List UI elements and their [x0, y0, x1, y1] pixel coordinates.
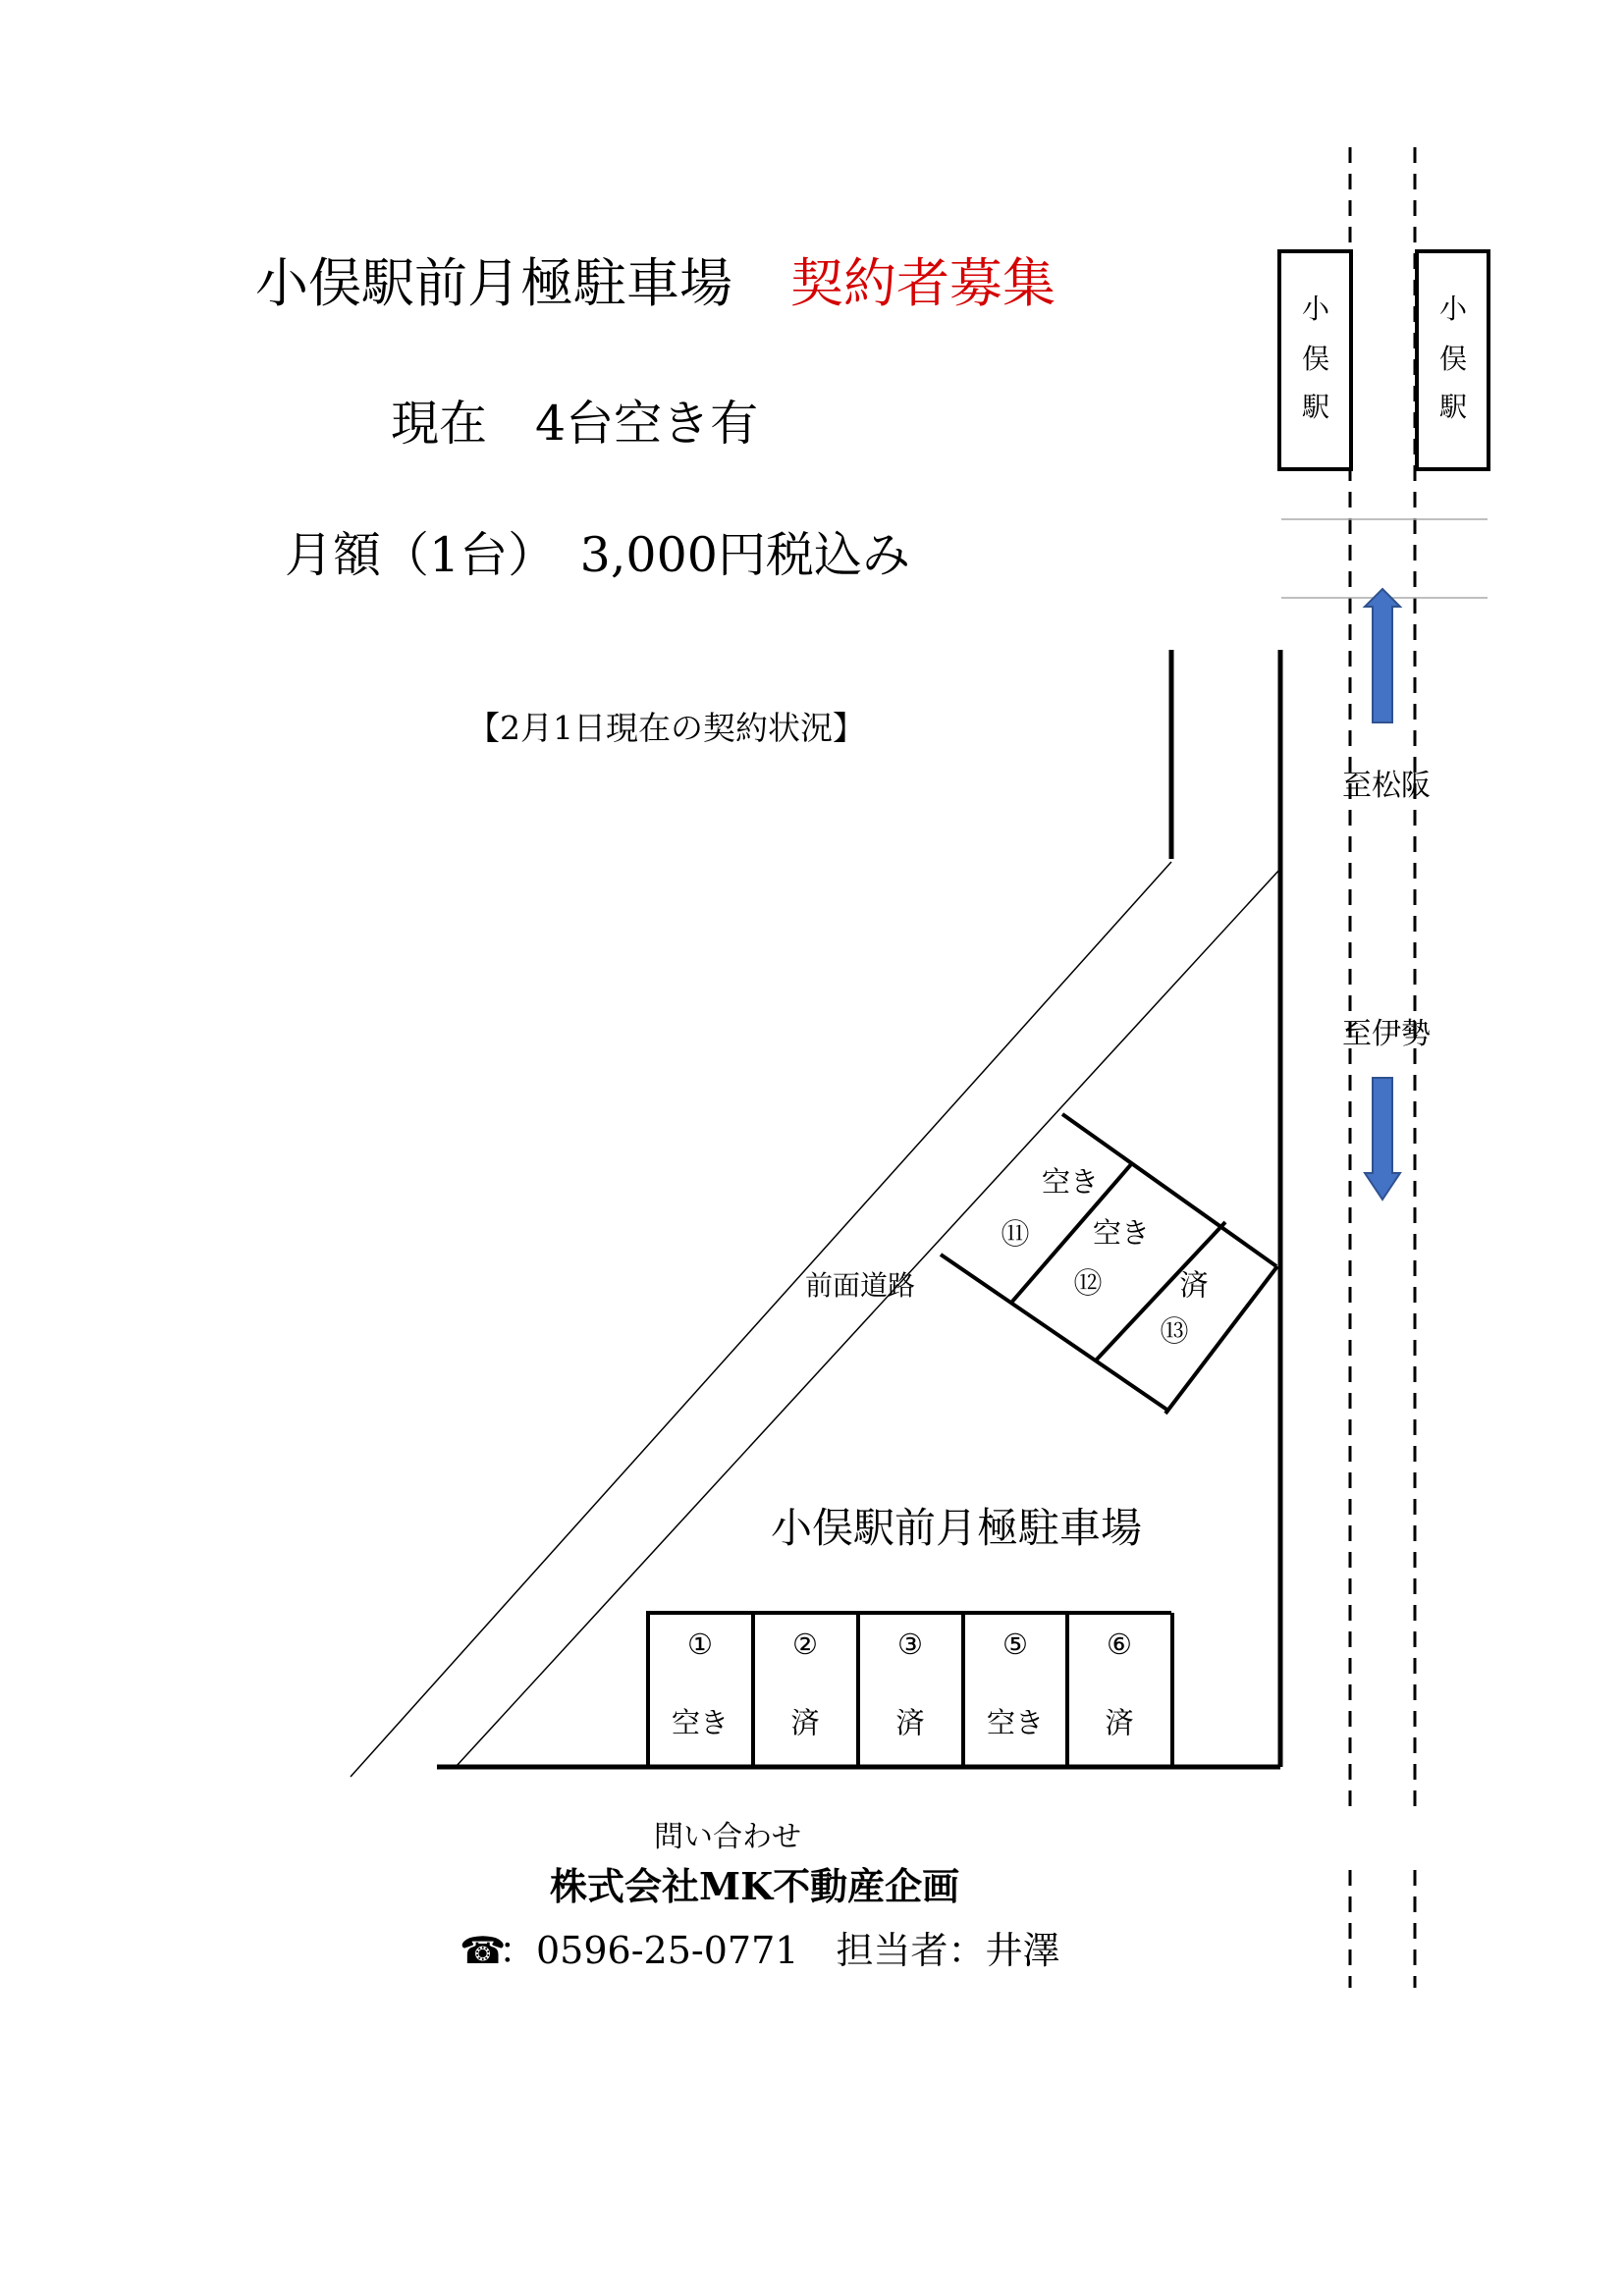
page-title: 小俣駅前月極駐車場	[255, 252, 732, 314]
contact-line	[460, 1929, 1060, 1972]
svg-text:駅: 駅	[1438, 391, 1468, 423]
svg-text:小: 小	[1301, 293, 1330, 325]
road-label: 前面道路	[804, 1269, 916, 1302]
svg-text:俣: 俣	[1438, 343, 1468, 375]
space-3-status: 済	[895, 1706, 925, 1739]
road-lines	[351, 650, 1280, 1777]
direction-up-label: 至松阪	[1342, 769, 1431, 803]
railway-track	[1350, 147, 1415, 1988]
svg-text:駅: 駅	[1301, 391, 1330, 423]
space-11-number: ⑪	[1001, 1217, 1030, 1251]
company-name: 株式会社MK不動産企画	[550, 1864, 960, 1908]
space-1-status: 空き	[671, 1706, 730, 1739]
lower-space-labels	[672, 1628, 1134, 1739]
parking-lot-name: 小俣駅前月極駐車場	[771, 1504, 1143, 1552]
upper-parking-spaces	[941, 1114, 1277, 1414]
phone-icon: ☎	[460, 1929, 507, 1972]
space-5-status: 空き	[986, 1706, 1045, 1739]
space-12-number: ⑫	[1073, 1266, 1103, 1300]
space-6-status: 済	[1105, 1706, 1134, 1739]
space-11-status: 空き	[1041, 1165, 1100, 1199]
contract-status-date: 【2月1日現在の契約状況】	[467, 709, 865, 747]
space-12-status: 空き	[1092, 1216, 1151, 1250]
arrow-up-icon	[1365, 589, 1400, 722]
direction-down-label: 至伊勢	[1342, 1017, 1431, 1051]
space-2-status: 済	[790, 1706, 820, 1739]
space-2-number: ②	[792, 1628, 818, 1661]
station-label-right	[1438, 293, 1468, 423]
level-crossing	[1281, 519, 1488, 598]
arrow-down-icon	[1365, 1078, 1400, 1200]
svg-text:小: 小	[1438, 293, 1468, 325]
station-label-left	[1301, 293, 1330, 423]
space-6-number: ⑥	[1107, 1628, 1132, 1661]
space-5-number: ⑤	[1002, 1628, 1028, 1661]
space-1-number: ①	[687, 1628, 713, 1661]
space-13-number: ⑬	[1160, 1314, 1189, 1348]
inquiry-label: 問い合わせ	[654, 1820, 801, 1854]
contact-text: ：0596-25-0771 担当者：井澤	[499, 1929, 1060, 1972]
space-3-number: ③	[897, 1628, 923, 1661]
monthly-fee-text: 月額（1台） 3,000円税込み	[285, 527, 910, 583]
space-13-status: 済	[1179, 1268, 1209, 1302]
svg-text:俣: 俣	[1301, 343, 1330, 375]
recruitment-heading: 契約者募集	[790, 252, 1056, 314]
vacancy-text: 現在 4台空き有	[391, 396, 759, 452]
